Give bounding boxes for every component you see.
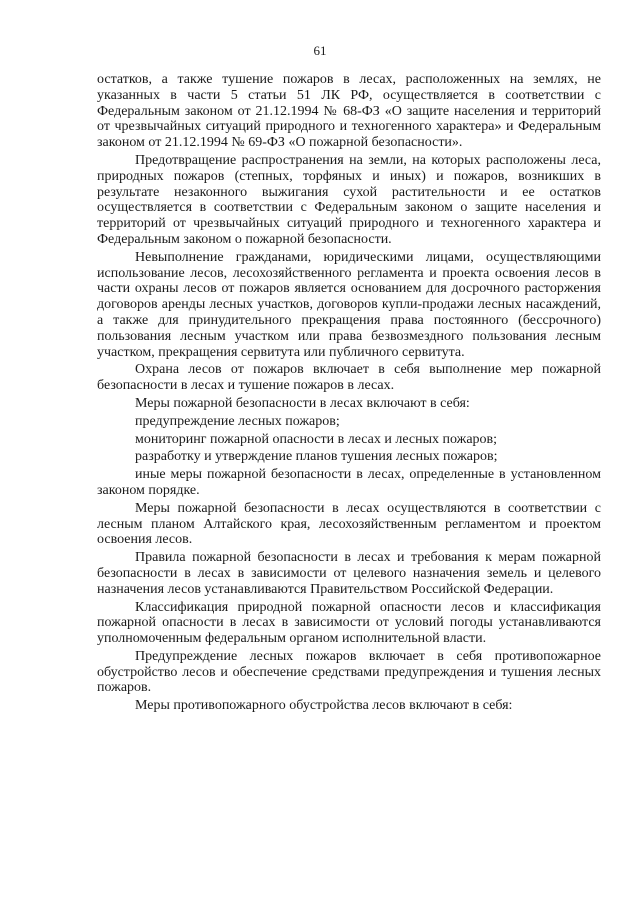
paragraph: остатков, а также тушение пожаров в лесах, расположенных на землях, не указанных в части 5 статьи 51 ЛК РФ, осуществляется в соответствии с Федеральным законом от 21.12.1994 № 68-ФЗ «О защите населения и территорий от чрезвычайных ситуаций природного и техногенного характера» и Федеральным законом от 21.12.1994 № 69-ФЗ «О пожарной безопасности». [97, 72, 601, 151]
list-item: иные меры пожарной безопасности в лесах, определенные в установленном законом порядке. [97, 467, 601, 498]
list-intro: Меры пожарной безопасности в лесах включают в себя: [135, 395, 470, 411]
paragraph: Предотвращение распространения на земли, на которых расположены леса, природных пожаров (степных, торфяных и иных) и пожаров, возникших в результате незаконного выжигания сухой растительности и ее остатков осуществляется в соответствии с Федеральным законом о защите населения и территорий от чрезвычайных ситуаций природного и техногенного характера и Федеральным законом о пожарной безопасности. [97, 152, 601, 247]
paragraph: Невыполнение гражданами, юридическими лицами, осуществляющими использование лесов, лесохозяйственного регламента и проекта освоения лесов в части охраны лесов от пожаров является основанием для досрочного расторжения договоров аренды лесных участков, договоров купли-продажи лесных насаждений, а также для принудительного прекращения права постоянного (бессрочного) пользования лесным участком или права безвозмездного пользования лесным участком, прекращения сервитута или публичного сервитута. [97, 249, 601, 360]
document-body [97, 72, 601, 714]
paragraph: Охрана лесов от пожаров включает в себя выполнение мер пожарной безопасности в лесах и тушение пожаров в лесах. [97, 362, 601, 394]
paragraph: Меры пожарной безопасности в лесах осуществляются в соответствии с лесным планом Алтайского края, лесохозяйственным регламентом и проектом освоения лесов. [97, 500, 601, 548]
paragraph: Предупреждение лесных пожаров включает в себя противопожарное обустройство лесов и обеспечение средствами предупреждения и тушения лесных пожаров. [97, 648, 601, 696]
list-intro: Меры противопожарного обустройства лесов включают в себя: [135, 698, 513, 714]
page-number: 61 [313, 43, 327, 58]
list-item: предупреждение лесных пожаров; [135, 413, 340, 429]
list-item: разработку и утверждение планов тушения лесных пожаров; [135, 449, 498, 465]
list-item: мониторинг пожарной опасности в лесах и лесных пожаров; [135, 431, 498, 447]
paragraph: Правила пожарной безопасности в лесах и требования к мерам пожарной безопасности в лесах в зависимости от целевого назначения земель и целевого назначения лесов устанавливаются Правительством Российской Федерации. [97, 550, 601, 597]
paragraph: Классификация природной пожарной опасности лесов и классификация пожарной опасности в лесах в зависимости от условий погоды устанавливаются уполномоченным федеральным органом исполнительной власти. [97, 599, 601, 647]
